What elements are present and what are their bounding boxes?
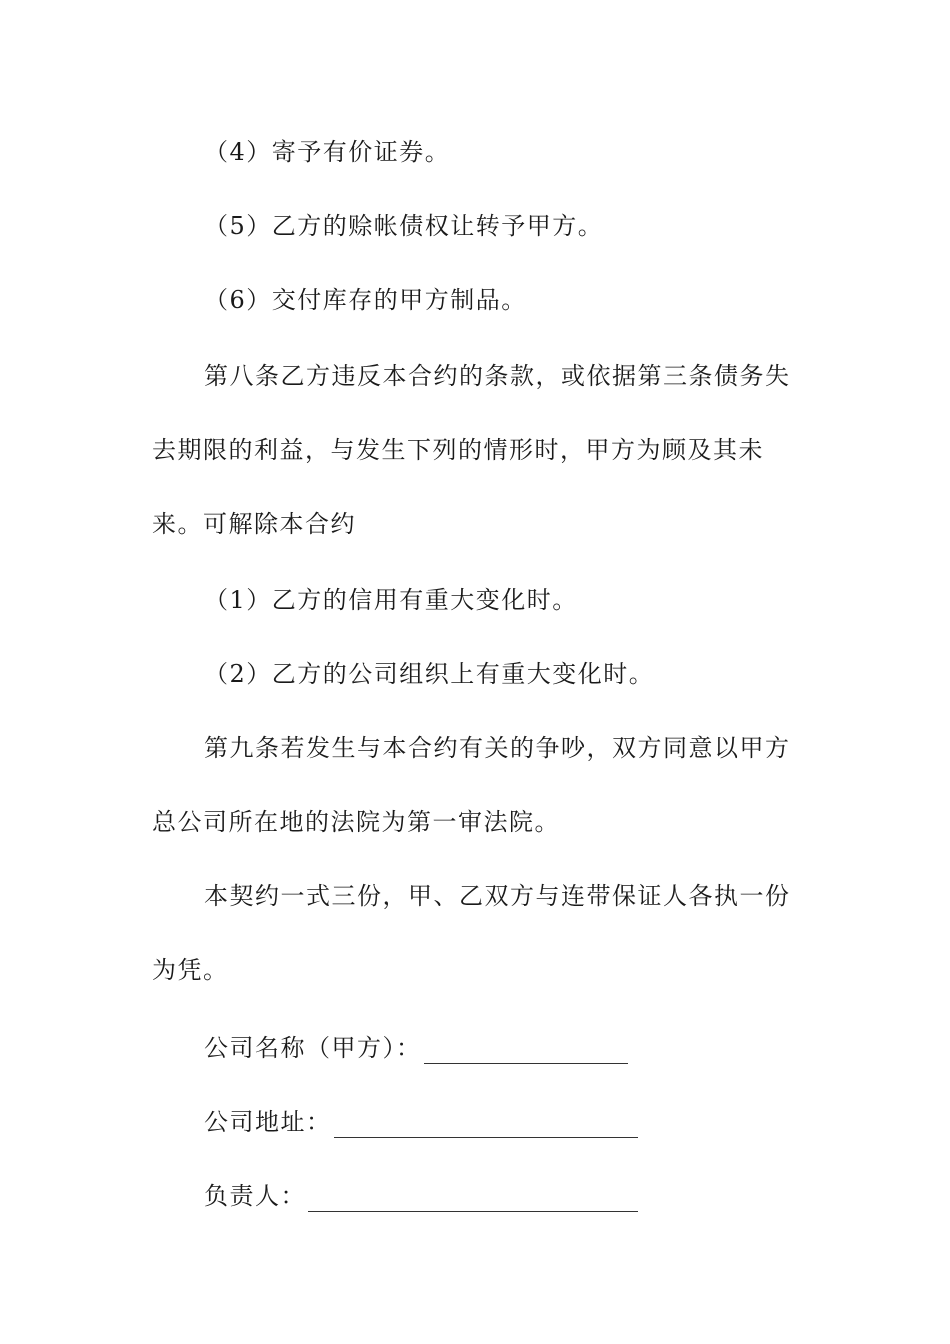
company-name-label: 公司名称（甲方）：: [204, 1034, 422, 1062]
company-name-blank[interactable]: [424, 1037, 628, 1064]
termination-item-1: （1）乙方的信用有重大变化时。: [204, 586, 578, 614]
company-address-row: [204, 1106, 638, 1138]
clause-item-6: （6）交付库存的甲方制品。: [204, 286, 527, 314]
company-address-blank[interactable]: [334, 1111, 638, 1138]
article-9-line-2: 总公司所在地的法院为第一审法院。: [152, 808, 560, 836]
copies-line-2: 为凭。: [152, 956, 229, 984]
company-address-label: 公司地址：: [204, 1108, 332, 1136]
article-8-line-1: 第八条乙方违反本合约的条款，或依据第三条债务失: [204, 362, 791, 390]
company-name-row: [204, 1032, 628, 1064]
clause-item-4: （4）寄予有价证券。: [204, 138, 451, 166]
termination-item-2: （2）乙方的公司组织上有重大变化时。: [204, 660, 655, 688]
responsible-blank[interactable]: [308, 1185, 638, 1212]
responsible-person-row: [204, 1180, 638, 1212]
article-8-line-2: 去期限的利益，与发生下列的情形时，甲方为顾及其未: [152, 436, 764, 464]
article-9-line-1: 第九条若发生与本合约有关的争吵，双方同意以甲方: [204, 734, 791, 762]
article-8-line-3: 来。可解除本合约: [152, 510, 356, 538]
copies-line-1: 本契约一式三份，甲、乙双方与连带保证人各执一份: [204, 882, 791, 910]
clause-item-5: （5）乙方的赊帐债权让转予甲方。: [204, 212, 604, 240]
responsible-label: 负责人：: [204, 1182, 306, 1210]
